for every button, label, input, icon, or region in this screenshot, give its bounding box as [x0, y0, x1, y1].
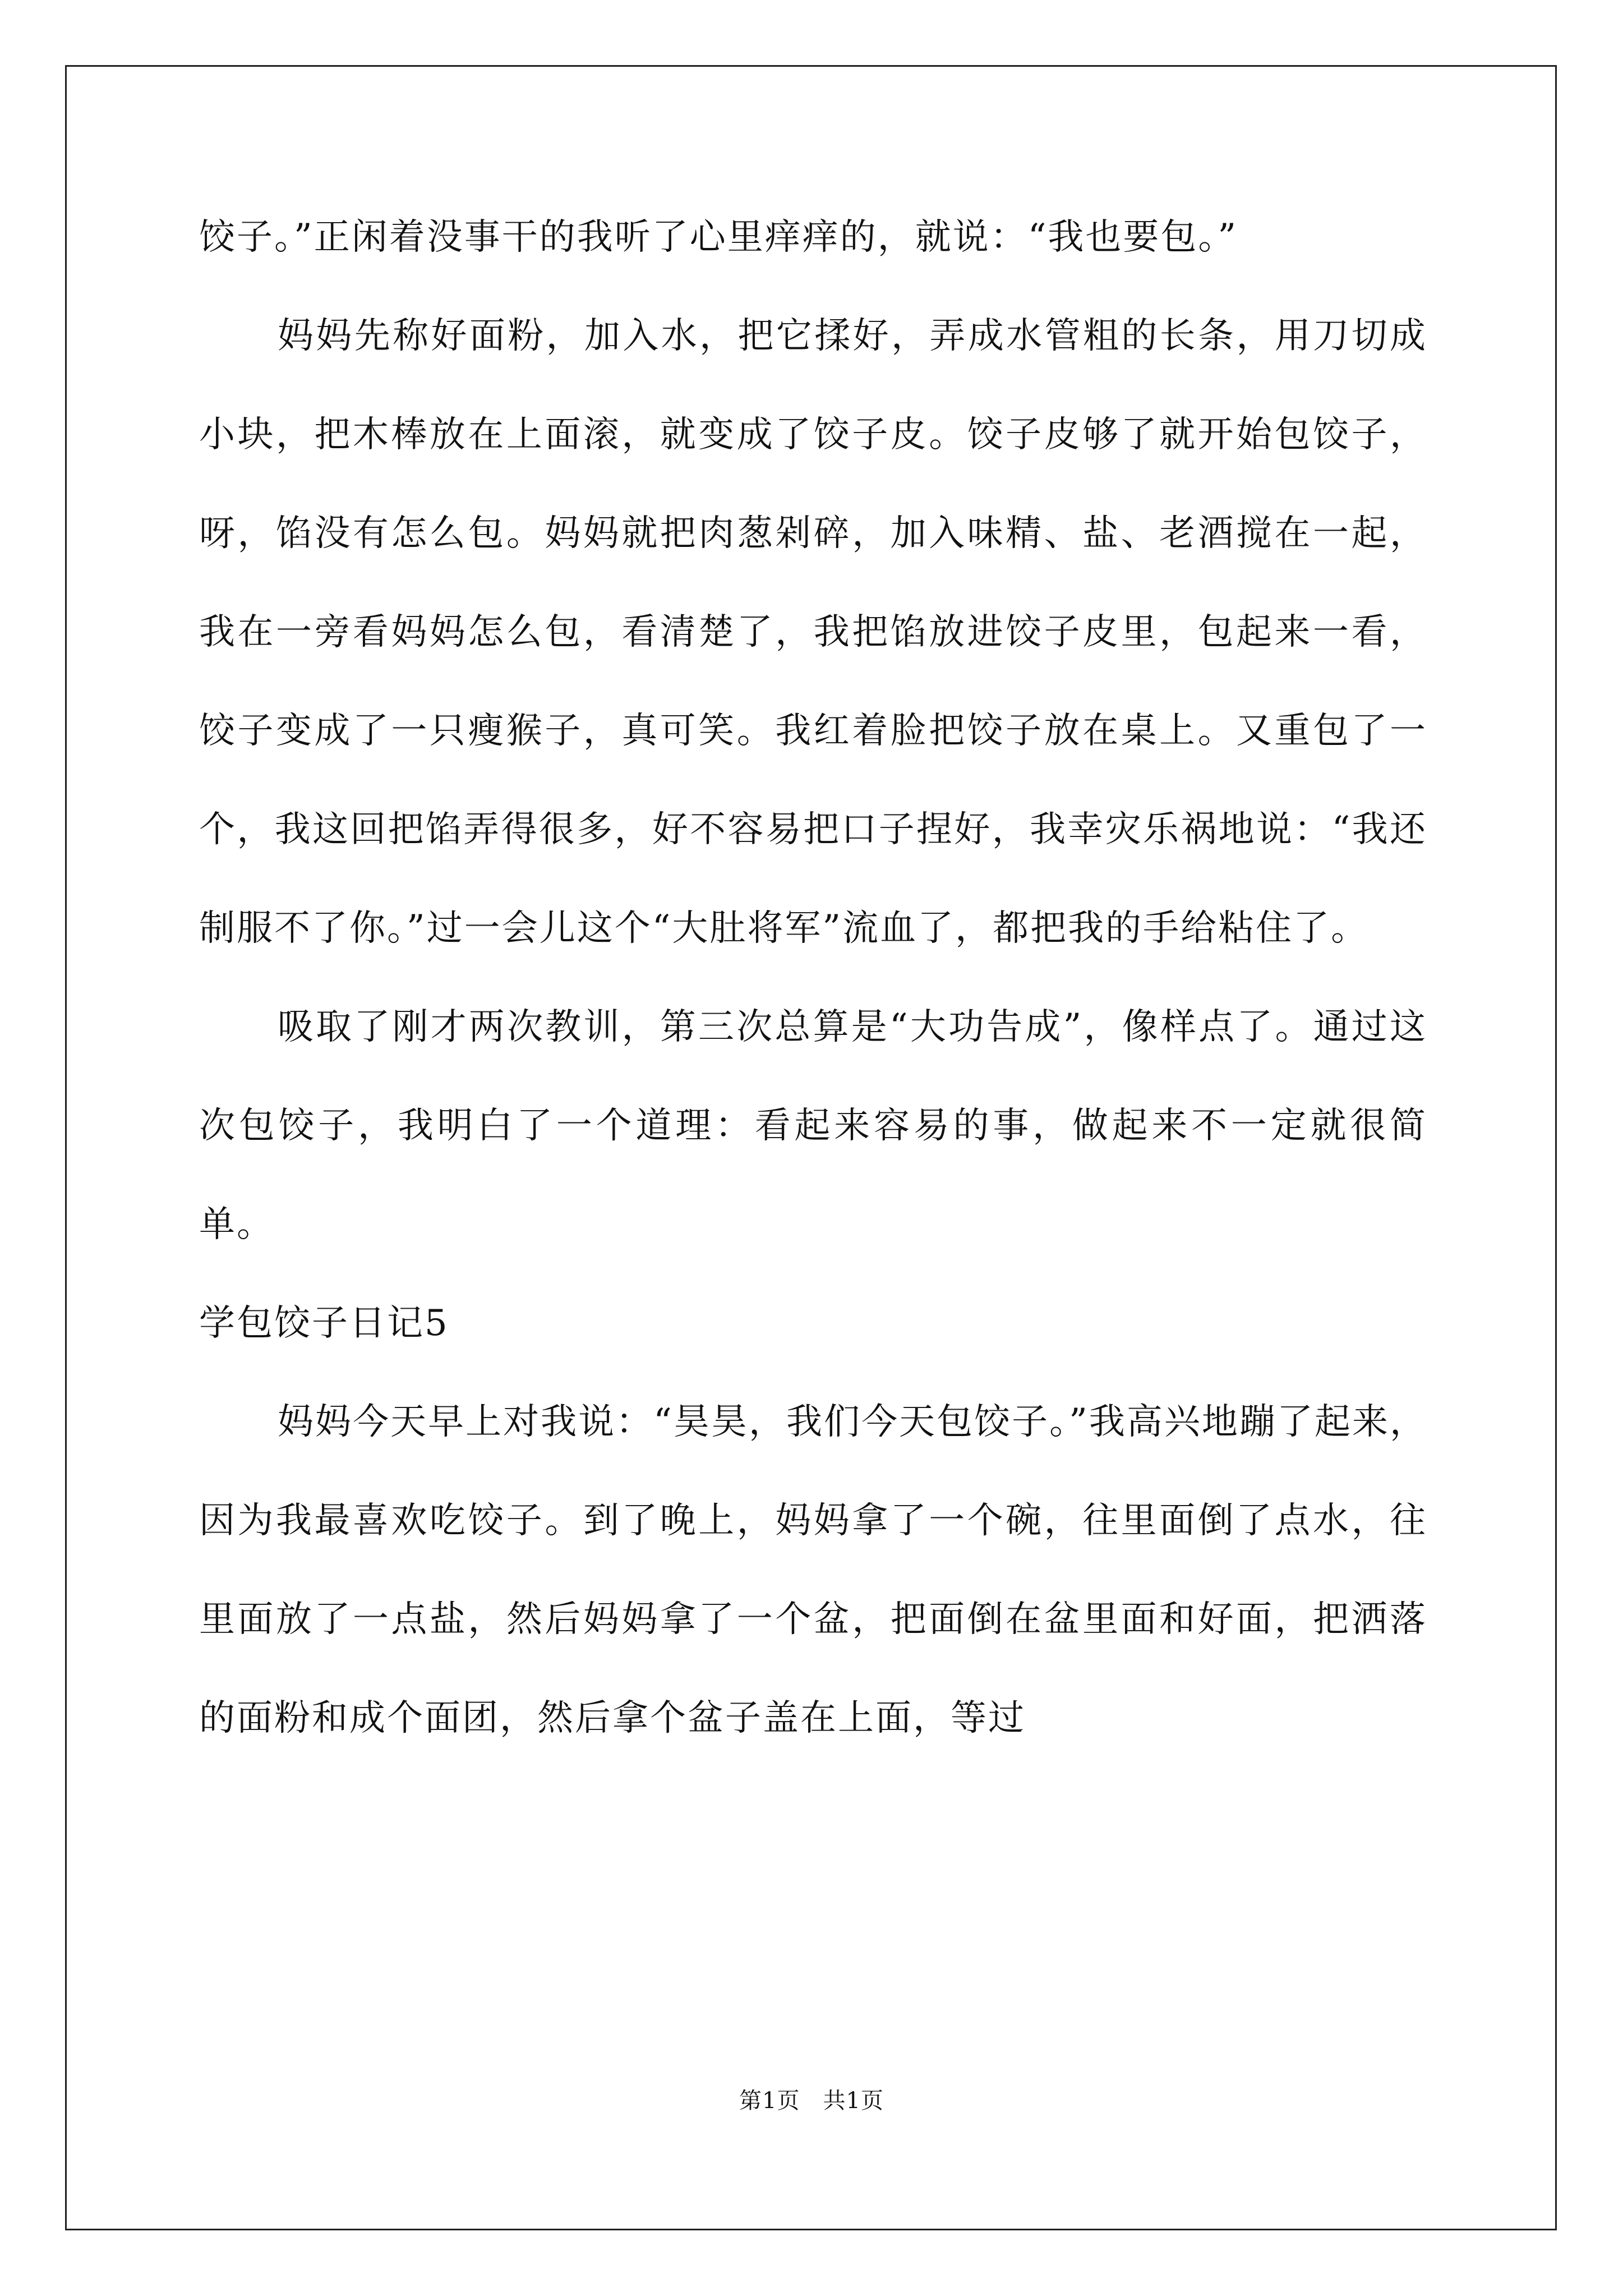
- paragraph-making-dumplings: 妈妈先称好面粉，加入水，把它揉好，弄成水管粗的长条，用刀切成小块，把木棒放在上面滚，就变成了饺子皮。饺子皮够了就开始包饺子，呀，馅没有怎么包。妈妈就把肉葱剁碎，加入味精、盐、老酒搅在一起，我在一旁看妈妈怎么包，看清楚了，我把馅放进饺子皮里，包起来一看，饺子变成了一只瘦猴子，真可笑。我红着脸把饺子放在桌上。又重包了一个，我这回把馅弄得很多，好不容易把口子捏好，我幸灾乐祸地说：“我还制服不了你。”过一会儿这个“大肚将军”流血了，都把我的手给粘住了。: [199, 315, 1427, 949]
- page-number-footer: 第1页 共1页: [739, 2088, 884, 2114]
- paragraph-continuation: 饺子。”正闲着没事干的我听了心里痒痒的，就说：“我也要包。”: [199, 217, 1238, 258]
- section-heading: 学包饺子日记5: [199, 1303, 449, 1344]
- paragraph-lesson-learned: 吸取了刚才两次教训，第三次总算是“大功告成”，像样点了。通过这次包饺子，我明白了一个道理：看起来容易的事，做起来不一定就很简单。: [199, 1006, 1427, 1245]
- paragraph-diary-5: 妈妈今天早上对我说：“昊昊，我们今天包饺子。”我高兴地蹦了起来，因为我最喜欢吃饺子。到了晚上，妈妈拿了一个碗，往里面倒了点水，往里面放了一点盐，然后妈妈拿了一个盆，把面倒在盆里面和好面，把洒落的面粉和成个面团，然后拿个盆子盖在上面，等过: [199, 1401, 1427, 1739]
- document-body: [199, 188, 1427, 1768]
